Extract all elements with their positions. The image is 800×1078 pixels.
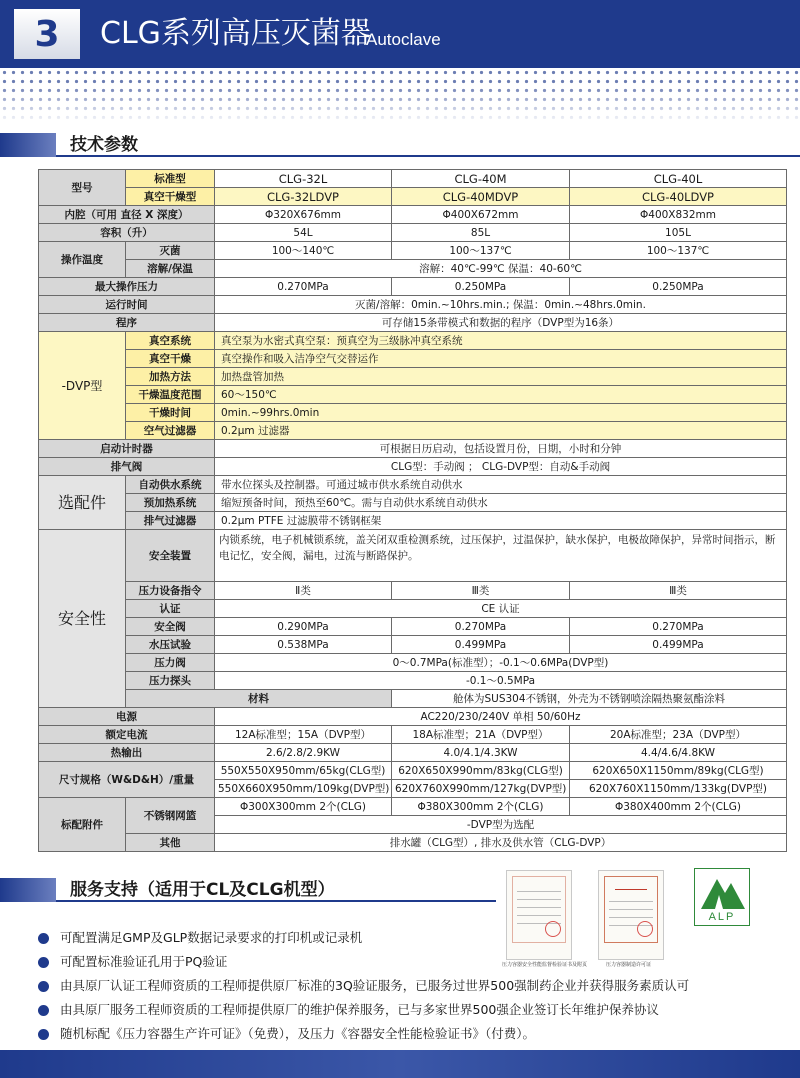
temp-label: 操作温度 <box>39 242 126 278</box>
mountain-icon <box>695 869 751 913</box>
dot-pattern <box>0 68 800 124</box>
table-cell: Φ380X400mm 2个(CLG) <box>570 798 787 816</box>
page-title: CLG系列高压灭菌器 <box>100 16 371 51</box>
table-row <box>39 744 787 762</box>
melt-label: 溶解/保温 <box>126 260 215 278</box>
table-row <box>39 188 787 206</box>
std-label: 标准型 <box>126 170 215 188</box>
table-cell: 12A标准型；15A（DVP型） <box>215 726 392 744</box>
table-cell: 内锁系统，电子机械锁系统，盖关闭双重检测系统，过压保护，过温保护，缺水保护，电极故障保护，异常时间指示，断电记忆，安全阀，漏电，过流与断路保护。 <box>215 530 787 582</box>
table-cell: 0.499MPa <box>392 636 570 654</box>
table-cell: 4.0/4.1/4.3KW <box>392 744 570 762</box>
table-cell: 0～0.7MPa(标准型）；-0.1～0.6MPa(DVP型) <box>215 654 787 672</box>
table-cell: 2.6/2.8/2.9KW <box>215 744 392 762</box>
table-cell: 550X550X950mm/65kg(CLG型) <box>215 762 392 780</box>
table-cell: 0.538MPa <box>215 636 392 654</box>
option-row-label: 预加热系统 <box>126 494 215 512</box>
table-row <box>39 278 787 296</box>
program-label: 程序 <box>39 314 215 332</box>
dvp-model: CLG-40LDVP <box>570 188 787 206</box>
table-cell: Ⅱ类 <box>215 582 392 600</box>
table-cell: 舱体为SUS304不锈钢，外壳为不锈钢喷涂隔热聚氨酯涂料 <box>392 690 787 708</box>
list-item: 由具原厂服务工程师资质的工程师提供原厂的维护保养服务，已与多家世界500强企业签订长年维护保养协议 <box>38 998 798 1022</box>
table-row <box>39 690 787 708</box>
section-heading-specs <box>0 133 800 157</box>
table-cell: 100～140℃ <box>215 242 392 260</box>
dvp-row-label: 空气过滤器 <box>126 422 215 440</box>
dvp-row-label: 真空系统 <box>126 332 215 350</box>
table-cell: 0.250MPa <box>392 278 570 296</box>
table-row <box>39 224 787 242</box>
table-cell: 0.270MPa <box>392 618 570 636</box>
table-cell: 0.250MPa <box>570 278 787 296</box>
acc-label: 标配附件 <box>39 798 126 852</box>
exhaust-label: 排气阀 <box>39 458 215 476</box>
chapter-number: 3 <box>14 9 80 59</box>
table-row <box>39 798 787 816</box>
list-item: 由具原厂认证工程师资质的工程师提供原厂标准的3Q验证服务，已服务过世界500强制药企业并获得服务素质认可 <box>38 974 798 998</box>
table-cell: 18A标准型；21A（DVP型） <box>392 726 570 744</box>
table-row <box>39 332 787 350</box>
option-row-value: 带水位探头及控制器。可通过城市供水系统自动供水 <box>215 476 787 494</box>
table-cell: Φ400X832mm <box>570 206 787 224</box>
volume-label: 容积（升） <box>39 224 215 242</box>
dvp-row-value: 加热盘管加热 <box>215 368 787 386</box>
table-row <box>39 494 787 512</box>
table-row <box>39 582 787 600</box>
table-row <box>39 404 787 422</box>
std-model: CLG-40M <box>392 170 570 188</box>
dvp-model: CLG-40MDVP <box>392 188 570 206</box>
table-cell: 620X650X990mm/83kg(CLG型) <box>392 762 570 780</box>
table-row <box>39 296 787 314</box>
table-row <box>39 386 787 404</box>
table-cell: 620X760X1150mm/133kg(DVP型) <box>570 780 787 798</box>
heat-label: 热输出 <box>39 744 215 762</box>
table-row <box>39 618 787 636</box>
dvp-group-label: -DVP型 <box>39 332 126 440</box>
table-cell: 溶解：40℃-99℃ 保温：40-60℃ <box>215 260 787 278</box>
table-cell: CLG型：手动阀 ； CLG-DVP型：自动&手动阀 <box>215 458 787 476</box>
table-cell: Φ300X300mm 2个(CLG) <box>215 798 392 816</box>
vessel-label: 压力设备指令 <box>126 582 215 600</box>
option-row-value: 0.2μm PTFE 过滤膜带不锈钢框架 <box>215 512 787 530</box>
table-cell: 100～137℃ <box>570 242 787 260</box>
size-label: 尺寸规格（W&D&H）/重量 <box>39 762 215 798</box>
list-item: 随机标配《压力容器生产许可证》（免费），及压力《容器安全性能检验证书》（付费）。 <box>38 1022 798 1046</box>
table-cell: 620X760X990mm/127kg(DVP型) <box>392 780 570 798</box>
table-cell: 54L <box>215 224 392 242</box>
probe-label: 压力探头 <box>126 672 215 690</box>
service-list <box>38 926 798 1046</box>
page-subtitle: Autoclave <box>366 30 441 49</box>
table-row <box>39 170 787 188</box>
table-cell: Φ320X676mm <box>215 206 392 224</box>
other-label: 其他 <box>126 834 215 852</box>
table-row <box>39 206 787 224</box>
page-footer <box>0 1050 800 1078</box>
dvp-row-value: 0min.~99hrs.0min <box>215 404 787 422</box>
dvp-row-value: 0.2μm 过滤器 <box>215 422 787 440</box>
power-label: 电源 <box>39 708 215 726</box>
certificate-caption: 压力容器安全性能监督检验证书及附页 <box>502 962 588 968</box>
table-row <box>39 422 787 440</box>
table-cell: 550X660X950mm/109kg(DVP型) <box>215 780 392 798</box>
runtime-label: 运行时间 <box>39 296 215 314</box>
chamber-label: 内腔（可用 直径 X 深度） <box>39 206 215 224</box>
table-row <box>39 440 787 458</box>
table-row <box>39 834 787 852</box>
table-row <box>39 368 787 386</box>
dvp-model: CLG-32LDVP <box>215 188 392 206</box>
table-cell: -DVP型为选配 <box>215 816 787 834</box>
alp-logo <box>694 868 750 926</box>
pressure-label: 最大操作压力 <box>39 278 215 296</box>
dvp-row-label: 干燥温度范围 <box>126 386 215 404</box>
dvp-label: 真空干燥型 <box>126 188 215 206</box>
valve-label: 安全阀 <box>126 618 215 636</box>
section-heading-service <box>0 878 800 902</box>
table-row <box>39 726 787 744</box>
dvp-row-value: 60～150℃ <box>215 386 787 404</box>
table-cell: 排水罐（CLG型）, 排水及供水管（CLG-DVP） <box>215 834 787 852</box>
page-header <box>0 0 800 68</box>
logo-text: ALP <box>708 911 736 923</box>
table-row <box>39 636 787 654</box>
dvp-row-label: 干燥时间 <box>126 404 215 422</box>
table-row <box>39 476 787 494</box>
table-cell: CE 认证 <box>215 600 787 618</box>
table-row <box>39 708 787 726</box>
table-row <box>39 242 787 260</box>
table-cell: 620X650X1150mm/89kg(CLG型) <box>570 762 787 780</box>
sterile-label: 灭菌 <box>126 242 215 260</box>
table-cell: 0.270MPa <box>215 278 392 296</box>
table-cell: 可存储15条带模式和数据的程序（DVP型为16条） <box>215 314 787 332</box>
dvp-row-value: 真空操作和吸入洁净空气交替运作 <box>215 350 787 368</box>
table-cell: Φ380X300mm 2个(CLG) <box>392 798 570 816</box>
table-cell: 100～137℃ <box>392 242 570 260</box>
option-row-label: 自动供水系统 <box>126 476 215 494</box>
table-cell: -0.1～0.5MPa <box>215 672 787 690</box>
spec-table <box>38 169 787 852</box>
table-row <box>39 350 787 368</box>
table-row <box>39 530 787 582</box>
section-title: 服务支持（适用于CL及CLG机型） <box>70 880 335 900</box>
safety-device-label: 安全装置 <box>126 530 215 582</box>
table-cell: 0.270MPa <box>570 618 787 636</box>
cert-label: 认证 <box>126 600 215 618</box>
pvalve-label: 压力阀 <box>126 654 215 672</box>
model-label: 型号 <box>39 170 126 206</box>
table-cell: 0.499MPa <box>570 636 787 654</box>
hydro-label: 水压试验 <box>126 636 215 654</box>
table-cell: Ⅲ类 <box>392 582 570 600</box>
table-cell: Ⅲ类 <box>570 582 787 600</box>
table-row <box>39 512 787 530</box>
dvp-row-value: 真空泵为水密式真空泵：预真空为三级脉冲真空系统 <box>215 332 787 350</box>
table-row <box>39 654 787 672</box>
certificate-caption: 压力容器制造许可证 <box>606 962 652 968</box>
table-row <box>39 600 787 618</box>
safety-label: 安全性 <box>39 530 126 708</box>
bullet-icon <box>38 1029 49 1040</box>
table-cell: AC220/230/240V 单相 50/60Hz <box>215 708 787 726</box>
dvp-row-label: 真空干燥 <box>126 350 215 368</box>
basket-label: 不锈钢网篮 <box>126 798 215 834</box>
table-row <box>39 260 787 278</box>
option-row-value: 缩短预备时间，预热至60℃。需与自动供水系统自动供水 <box>215 494 787 512</box>
table-cell: 20A标准型；23A（DVP型） <box>570 726 787 744</box>
table-cell: 105L <box>570 224 787 242</box>
bullet-icon <box>38 957 49 968</box>
list-item: 可配置标准验证孔用于PQ验证 <box>38 950 798 974</box>
option-row-label: 排气过滤器 <box>126 512 215 530</box>
table-row <box>39 672 787 690</box>
table-cell: 85L <box>392 224 570 242</box>
bullet-icon <box>38 1005 49 1016</box>
current-label: 额定电流 <box>39 726 215 744</box>
std-model: CLG-40L <box>570 170 787 188</box>
table-cell: 可根据日历启动，包括设置月份，日期，小时和分钟 <box>215 440 787 458</box>
table-cell: 灭菌/溶解：0min.~10hrs.min.; 保温：0min.~48hrs.0min. <box>215 296 787 314</box>
timer-label: 启动计时器 <box>39 440 215 458</box>
table-cell: 0.290MPa <box>215 618 392 636</box>
list-item: 可配置满足GMP及GLP数据记录要求的打印机或记录机 <box>38 926 798 950</box>
table-cell: Φ400X672mm <box>392 206 570 224</box>
std-model: CLG-32L <box>215 170 392 188</box>
bullet-icon <box>38 933 49 944</box>
section-title: 技术参数 <box>70 135 138 155</box>
options-label: 选配件 <box>39 476 126 530</box>
dvp-row-label: 加热方法 <box>126 368 215 386</box>
table-row <box>39 762 787 780</box>
table-row <box>39 314 787 332</box>
material-label: 材料 <box>126 690 392 708</box>
bullet-icon <box>38 981 49 992</box>
table-cell: 4.4/4.6/4.8KW <box>570 744 787 762</box>
table-row <box>39 458 787 476</box>
